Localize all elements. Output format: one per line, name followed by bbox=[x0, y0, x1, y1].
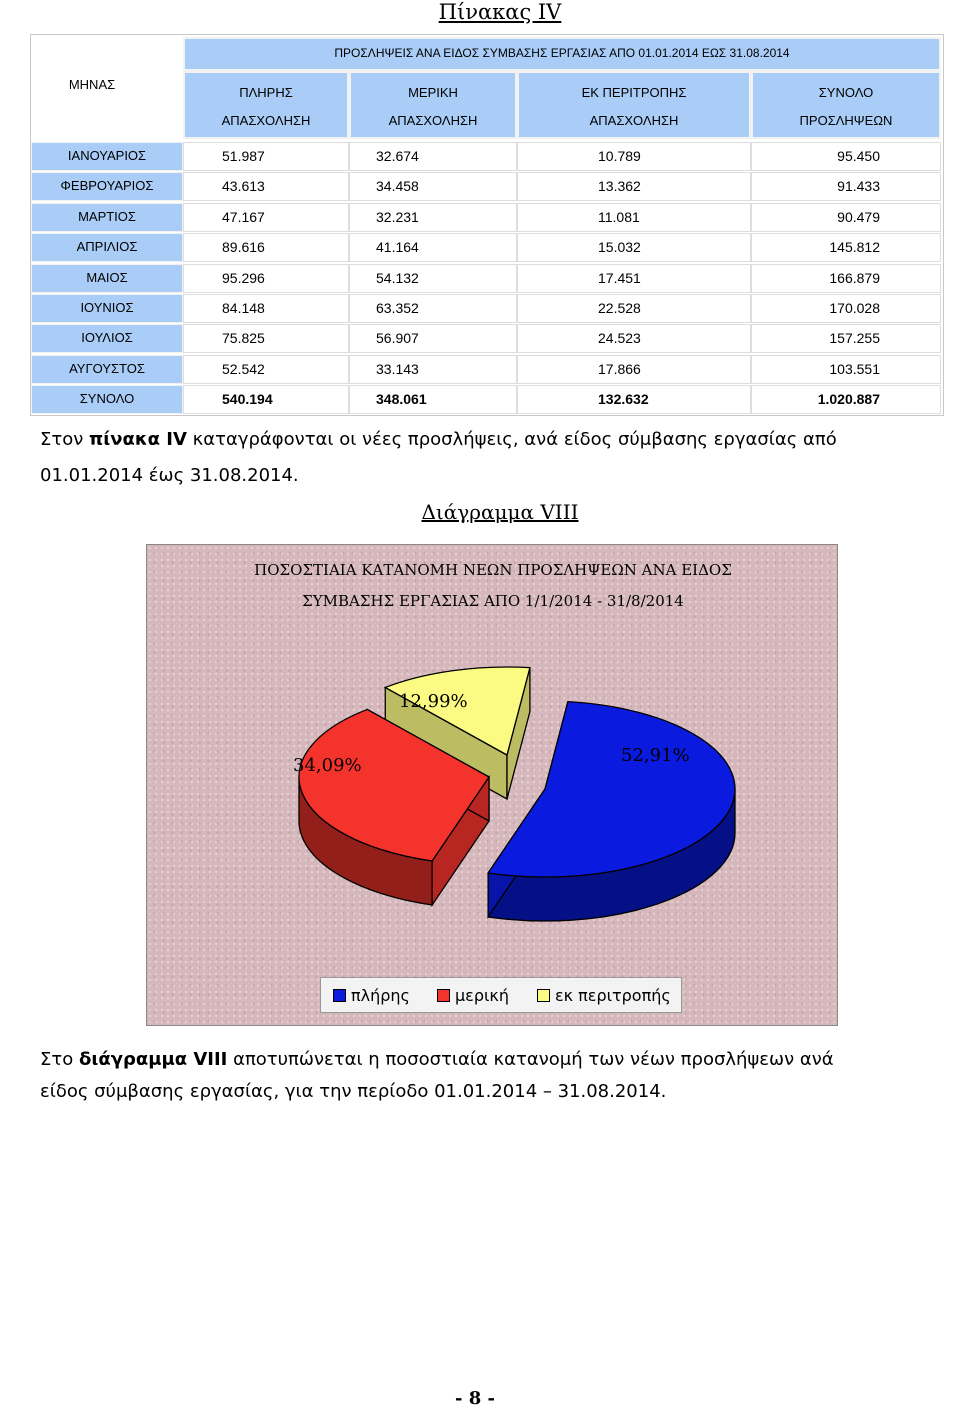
month-cell: ΑΥΓΟΥΣΤΟΣ bbox=[31, 355, 183, 384]
value-cell: 90.479 bbox=[751, 203, 941, 232]
value-cell: 54.132 bbox=[349, 264, 517, 293]
value-cell: 166.879 bbox=[751, 264, 941, 293]
total-label: ΣΥΝΟΛΟ bbox=[31, 385, 183, 414]
col-header-rotating bbox=[517, 71, 751, 139]
pie-svg bbox=[147, 545, 839, 975]
page-number: - 8 - bbox=[455, 1388, 495, 1409]
paragraph-bold-ref: διάγραμμα VIII bbox=[78, 1049, 228, 1070]
legend-label-full: πλήρης bbox=[351, 986, 410, 1005]
value-cell: 63.352 bbox=[349, 294, 517, 323]
value-cell: 11.081 bbox=[517, 203, 751, 232]
legend-swatch-rotating bbox=[537, 989, 550, 1002]
month-cell: ΦΕΒΡΟΥΑΡΙΟΣ bbox=[31, 172, 183, 201]
paragraph-text: Στον bbox=[40, 429, 89, 450]
value-cell: 41.164 bbox=[349, 233, 517, 262]
paragraph-table-description bbox=[40, 422, 940, 494]
total-value-cell: 132.632 bbox=[517, 385, 751, 414]
total-value-cell: 540.194 bbox=[183, 385, 349, 414]
col-header-line2: ΑΠΑΣΧΟΛΗΣΗ bbox=[221, 113, 311, 128]
col-header-part bbox=[349, 71, 517, 139]
value-cell: 103.551 bbox=[751, 355, 941, 384]
chart-legend bbox=[320, 977, 682, 1013]
value-cell: 145.812 bbox=[751, 233, 941, 262]
value-cell: 17.451 bbox=[517, 264, 751, 293]
legend-label-part: μερική bbox=[455, 986, 509, 1005]
pie-data-label: 34,09% bbox=[293, 755, 362, 776]
col-header-full bbox=[183, 71, 349, 139]
value-cell: 89.616 bbox=[183, 233, 349, 262]
value-cell: 17.866 bbox=[517, 355, 751, 384]
legend-swatch-full bbox=[333, 989, 346, 1002]
paragraph-text: αποτυπώνεται η ποσοστιαία κατανομή των νέων προσλήψεων ανά bbox=[227, 1049, 834, 1070]
value-cell: 15.032 bbox=[517, 233, 751, 262]
legend-swatch-part bbox=[437, 989, 450, 1002]
total-value-cell: 348.061 bbox=[349, 385, 517, 414]
col-header-line2: ΠΡΟΣΛΗΨΕΩΝ bbox=[799, 113, 893, 128]
col-header-line2: ΑΠΑΣΧΟΛΗΣΗ bbox=[589, 113, 679, 128]
month-cell: ΜΑΙΟΣ bbox=[31, 264, 183, 293]
pie-data-label: 12,99% bbox=[399, 691, 468, 712]
value-cell: 13.362 bbox=[517, 172, 751, 201]
month-cell: ΑΠΡΙΛΙΟΣ bbox=[31, 233, 183, 262]
value-cell: 24.523 bbox=[517, 324, 751, 353]
chart-heading: Διάγραμμα VIII bbox=[421, 500, 579, 524]
value-cell: 91.433 bbox=[751, 172, 941, 201]
month-cell: ΙΟΥΝΙΟΣ bbox=[31, 294, 183, 323]
value-cell: 157.255 bbox=[751, 324, 941, 353]
col-header-line1: ΕΚ ΠΕΡΙΤΡΟΠΗΣ bbox=[581, 85, 687, 100]
pie-slice-full bbox=[488, 702, 735, 921]
col-header-line1: ΠΛΗΡΗΣ bbox=[239, 85, 293, 100]
value-cell: 95.296 bbox=[183, 264, 349, 293]
paragraph-text: Στο bbox=[40, 1049, 79, 1070]
value-cell: 33.143 bbox=[349, 355, 517, 384]
paragraph-chart-description bbox=[40, 1044, 940, 1108]
value-cell: 56.907 bbox=[349, 324, 517, 353]
month-cell: ΙΑΝΟΥΑΡΙΟΣ bbox=[31, 142, 183, 171]
value-cell: 34.458 bbox=[349, 172, 517, 201]
value-cell: 170.028 bbox=[751, 294, 941, 323]
value-cell: 47.167 bbox=[183, 203, 349, 232]
paragraph-bold-ref: πίνακα IV bbox=[89, 429, 187, 450]
pie-data-label: 52,91% bbox=[621, 745, 690, 766]
recruitment-table bbox=[30, 34, 944, 416]
total-value-cell: 1.020.887 bbox=[751, 385, 941, 414]
group-header: ΠΡΟΣΛΗΨΕΙΣ ΑΝΑ ΕΙΔΟΣ ΣΥΜΒΑΣΗΣ ΕΡΓΑΣΙΑΣ ΑΠΟ 01.01.2014 ΕΩΣ 31.08.2014 bbox=[183, 37, 941, 71]
value-cell: 32.674 bbox=[349, 142, 517, 171]
col-header-line1: ΜΕΡΙΚΗ bbox=[408, 85, 458, 100]
chart-title-line1: ΠΟΣΟΣΤΙΑΙΑ ΚΑΤΑΝΟΜΗ ΝΕΩΝ ΠΡΟΣΛΗΨΕΩΝ ΑΝΑ ΕΙΔΟΣ bbox=[254, 561, 732, 579]
value-cell: 51.987 bbox=[183, 142, 349, 171]
month-cell: ΙΟΥΛΙΟΣ bbox=[31, 324, 183, 353]
month-header: ΜΗΝΑΣ bbox=[31, 35, 153, 140]
month-cell: ΜΑΡΤΙΟΣ bbox=[31, 203, 183, 232]
chart-title-line2: ΣΥΜΒΑΣΗΣ ΕΡΓΑΣΙΑΣ ΑΠΟ 1/1/2014 - 31/8/2014 bbox=[302, 592, 684, 610]
value-cell: 32.231 bbox=[349, 203, 517, 232]
col-header-line1: ΣΥΝΟΛΟ bbox=[818, 85, 874, 100]
col-header-line2: ΑΠΑΣΧΟΛΗΣΗ bbox=[388, 113, 478, 128]
value-cell: 52.542 bbox=[183, 355, 349, 384]
value-cell: 43.613 bbox=[183, 172, 349, 201]
value-cell: 84.148 bbox=[183, 294, 349, 323]
value-cell: 22.528 bbox=[517, 294, 751, 323]
pie-chart bbox=[146, 544, 838, 1026]
paragraph-text-line2: είδος σύμβασης εργασίας, για την περίοδο 01.01.2014 – 31.08.2014. bbox=[40, 1081, 667, 1102]
paragraph-text-line2: 01.01.2014 έως 31.08.2014. bbox=[40, 465, 299, 486]
table-title: Πίνακας IV bbox=[438, 0, 562, 24]
value-cell: 10.789 bbox=[517, 142, 751, 171]
value-cell: 95.450 bbox=[751, 142, 941, 171]
legend-label-rotating: εκ περιτροπής bbox=[555, 986, 671, 1005]
paragraph-text: καταγράφονται οι νέες προσλήψεις, ανά είδος σύμβασης εργασίας από bbox=[186, 429, 837, 450]
col-header-total bbox=[751, 71, 941, 139]
value-cell: 75.825 bbox=[183, 324, 349, 353]
